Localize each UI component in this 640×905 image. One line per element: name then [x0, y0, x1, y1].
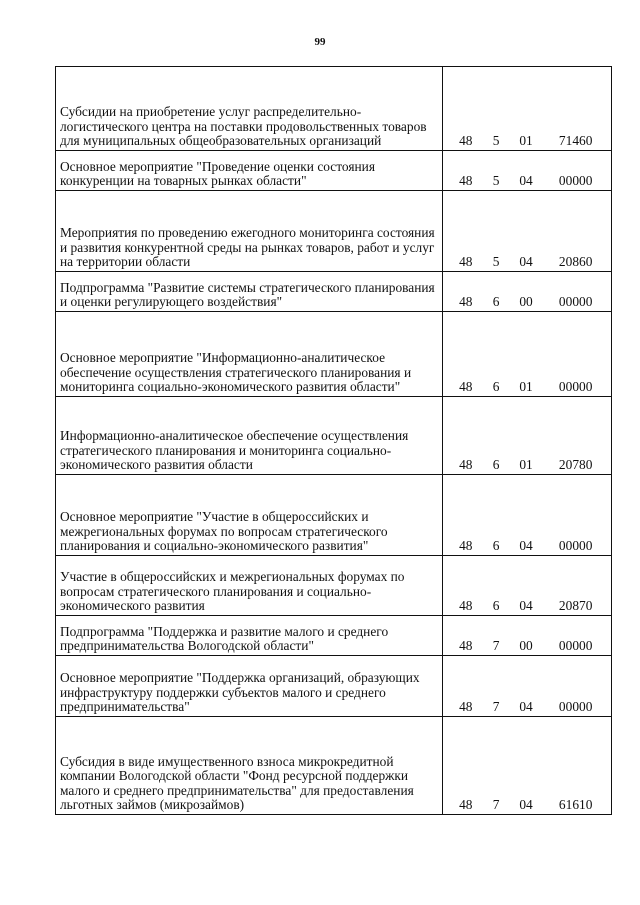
- code-event: 04: [519, 797, 533, 813]
- code-subprogram: 6: [492, 457, 500, 473]
- row-description: Мероприятия по проведению ежегодного мониторинга состояния и развития конкурентной среды на рынках товаров, работ и услуг на территории области: [56, 191, 443, 272]
- code-subprogram: 6: [492, 379, 500, 395]
- code-subprogram: 7: [492, 797, 500, 813]
- code-direction: 20870: [558, 598, 593, 614]
- table-row: [56, 717, 612, 815]
- code-subprogram: 7: [492, 699, 500, 715]
- row-description: Основное мероприятие "Поддержка организаций, образующих инфраструктуру поддержки субъектов малого и среднего предпринимательства": [56, 656, 443, 717]
- code-direction: 00000: [558, 538, 593, 554]
- table-row: [56, 556, 612, 616]
- row-description: Субсидии на приобретение услуг распределительно-логистического центра на поставки продовольственных товаров для муниципальных общеобразовательных организаций: [56, 67, 443, 151]
- table-row: [56, 312, 612, 397]
- code-program: 48: [459, 133, 473, 149]
- code-direction: 00000: [558, 638, 593, 654]
- code-program: 48: [459, 379, 473, 395]
- budget-table: [55, 66, 612, 815]
- row-description: Субсидия в виде имущественного взноса микрокредитной компании Вологодской области "Фонд ресурсной поддержки малого и среднего предпринимательства" для предоставления льготных займов (микрозаймов): [56, 717, 443, 815]
- table-row: [56, 616, 612, 656]
- code-direction: 20860: [558, 254, 593, 270]
- row-description: Основное мероприятие "Проведение оценки состояния конкуренции на товарных рынках области": [56, 151, 443, 191]
- table-row: [56, 191, 612, 272]
- code-subprogram: 6: [492, 538, 500, 554]
- table-row: [56, 151, 612, 191]
- row-description: Подпрограмма "Развитие системы стратегического планирования и оценки регулирующего воздействия": [56, 272, 443, 312]
- page-number: 99: [314, 36, 326, 48]
- code-subprogram: 5: [492, 133, 500, 149]
- code-event: 01: [519, 133, 533, 149]
- code-program: 48: [459, 294, 473, 310]
- code-direction: 20780: [558, 457, 593, 473]
- code-subprogram: 6: [492, 294, 500, 310]
- code-subprogram: 5: [492, 254, 500, 270]
- code-program: 48: [459, 598, 473, 614]
- row-description: Подпрограмма "Поддержка и развитие малого и среднего предпринимательства Вологодской области": [56, 616, 443, 656]
- code-direction: 00000: [558, 173, 593, 189]
- table-row: [56, 656, 612, 717]
- code-event: 01: [519, 457, 533, 473]
- code-event: 04: [519, 254, 533, 270]
- code-subprogram: 7: [492, 638, 500, 654]
- code-program: 48: [459, 538, 473, 554]
- code-program: 48: [459, 254, 473, 270]
- code-event: 04: [519, 598, 533, 614]
- row-description: Информационно-аналитическое обеспечение осуществления стратегического планирования и мониторинга социально-экономического развития области: [56, 397, 443, 475]
- code-event: 01: [519, 379, 533, 395]
- table-row: [56, 67, 612, 151]
- table-row: [56, 397, 612, 475]
- code-direction: 00000: [558, 699, 593, 715]
- code-event: 00: [519, 294, 533, 310]
- code-program: 48: [459, 457, 473, 473]
- code-direction: 00000: [558, 294, 593, 310]
- code-program: 48: [459, 797, 473, 813]
- code-direction: 71460: [558, 133, 593, 149]
- table-row: [56, 475, 612, 556]
- code-subprogram: 6: [492, 598, 500, 614]
- code-event: 04: [519, 699, 533, 715]
- code-event: 04: [519, 538, 533, 554]
- table-row: [56, 272, 612, 312]
- row-description: Основное мероприятие "Информационно-аналитическое обеспечение осуществления стратегического планирования и мониторинга социально-экономического развития области": [56, 312, 443, 397]
- code-program: 48: [459, 173, 473, 189]
- code-program: 48: [459, 699, 473, 715]
- code-event: 00: [519, 638, 533, 654]
- code-direction: 61610: [558, 797, 593, 813]
- code-subprogram: 5: [492, 173, 500, 189]
- code-event: 04: [519, 173, 533, 189]
- code-program: 48: [459, 638, 473, 654]
- row-description: Основное мероприятие "Участие в общероссийских и межрегиональных форумах по вопросам стратегического планирования и социально-экономического развития": [56, 475, 443, 556]
- code-direction: 00000: [558, 379, 593, 395]
- row-description: Участие в общероссийских и межрегиональных форумах по вопросам стратегического планирования и социально-экономического развития: [56, 556, 443, 616]
